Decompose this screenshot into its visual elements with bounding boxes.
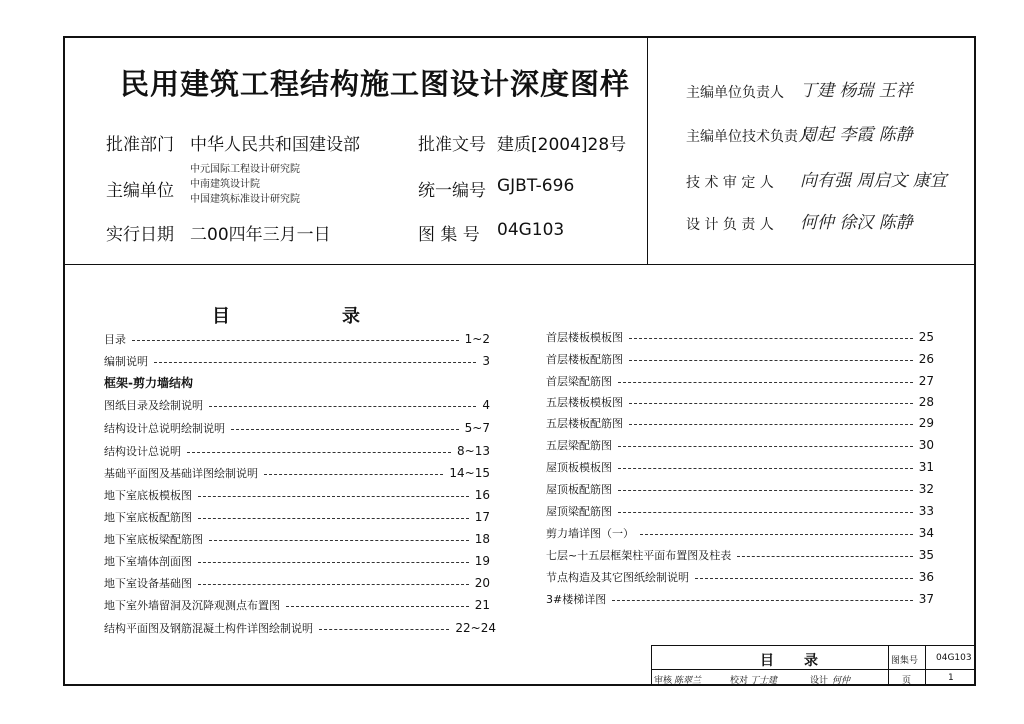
toc-entry-title: 五层楼板配筋图 [546, 417, 623, 430]
approve-doc-value: 建质[2004]28号 [497, 135, 627, 155]
toc-entry[interactable] [546, 480, 934, 498]
toc-leader [612, 600, 913, 601]
sig-label-1: 主编单位负责人 [686, 85, 784, 101]
toc-section-title: 框架-剪力墙结构 [104, 375, 193, 390]
toc-entry[interactable] [104, 619, 496, 637]
toc-leader [618, 468, 913, 469]
toc-entry-title: 五层梁配筋图 [546, 439, 612, 452]
toc-entry-page: 8~13 [457, 444, 490, 458]
toc-entry[interactable] [104, 552, 490, 570]
toc-entry[interactable] [546, 568, 934, 586]
toc-entry[interactable] [546, 414, 934, 432]
toc-leader [737, 556, 913, 557]
date-label: 实行日期 [106, 225, 174, 245]
toc-entry-title: 地下室外墙留洞及沉降观测点布置图 [104, 599, 280, 612]
check-signature: 丁士建 [750, 676, 778, 686]
title-block-name-left: 目 [760, 653, 774, 669]
toc-entry-title: 地下室底板模板图 [104, 489, 192, 502]
approve-dept-label: 批准部门 [106, 135, 174, 155]
toc-entry-title: 地下室底板配筋图 [104, 511, 192, 524]
toc-entry-page: 16 [474, 488, 490, 502]
toc-entry-page: 1~2 [464, 332, 490, 346]
editor-unit-3: 中国建筑标准设计研究院 [190, 194, 300, 205]
toc-entry-title: 五层楼板模板图 [546, 396, 623, 409]
atlas-label: 图 集 号 [418, 225, 480, 245]
toc-entry-page: 33 [918, 504, 934, 518]
design-label: 设计 [810, 676, 829, 686]
toc-entry-title: 屋顶板模板图 [546, 461, 612, 474]
toc-entry-title: 首层楼板模板图 [546, 331, 623, 344]
toc-leader [286, 606, 469, 607]
toc-leader [319, 629, 449, 630]
toc-entry-page: 4 [482, 398, 490, 412]
toc-entry-title: 屋顶梁配筋图 [546, 505, 612, 518]
toc-entry-page: 28 [918, 395, 934, 409]
toc-entry-title: 地下室设备基础图 [104, 577, 192, 590]
toc-entry[interactable] [546, 524, 934, 542]
toc-entry-page: 25 [918, 330, 934, 344]
toc-entry-title: 目录 [104, 333, 126, 346]
toc-entry-page: 34 [918, 526, 934, 540]
toc-leader [629, 403, 913, 404]
toc-leader [198, 518, 469, 519]
toc-leader [198, 584, 469, 585]
signature-3: 向有强 周启文 康宜 [800, 171, 947, 191]
toc-leader [618, 490, 913, 491]
signature-divider [647, 38, 648, 264]
toc-entry-title: 首层梁配筋图 [546, 375, 612, 388]
title-block-name-right: 录 [804, 653, 818, 669]
title-block-page-value: 1 [948, 673, 954, 683]
toc-entry-page: 14~15 [449, 466, 490, 480]
approve-doc-label: 批准文号 [418, 135, 486, 155]
toc-entry-page: 22~24 [455, 621, 496, 635]
date-value: 二00四年三月一日 [190, 225, 331, 245]
atlas-value: 04G103 [497, 220, 565, 240]
editor-unit-1: 中元国际工程设计研究院 [190, 164, 300, 175]
sig-label-4: 设 计 负 责 人 [686, 217, 774, 233]
title-block-atlas-label: 图集号 [891, 656, 919, 666]
review-label: 审核 [654, 676, 673, 686]
toc-entry-page: 19 [474, 554, 490, 568]
toc-leader [209, 406, 476, 407]
toc-entry-page: 35 [918, 548, 934, 562]
toc-leader [629, 338, 913, 339]
toc-entry-title: 图纸目录及绘制说明 [104, 399, 203, 412]
toc-entry[interactable] [546, 502, 934, 520]
toc-leader [154, 362, 476, 363]
toc-entry-page: 17 [474, 510, 490, 524]
toc-entry[interactable] [104, 419, 490, 437]
code-label: 统一编号 [418, 181, 486, 201]
sig-label-2: 主编单位技术负责人 [686, 129, 812, 145]
toc-leader [618, 382, 913, 383]
toc-entry-title: 编制说明 [104, 355, 148, 368]
title-block-atlas-value: 04G103 [936, 653, 972, 663]
editor-unit-2: 中南建筑设计院 [190, 179, 260, 190]
toc-leader [231, 429, 459, 430]
toc-heading-right: 录 [342, 306, 360, 327]
toc-leader [209, 540, 469, 541]
signature-1: 丁建 杨瑞 王祥 [800, 81, 913, 101]
toc-entry[interactable] [104, 464, 490, 482]
toc-entry-title: 3#楼梯详图 [546, 593, 607, 606]
toc-entry-title: 剪力墙详图（一） [546, 527, 634, 540]
toc-entry-page: 32 [918, 482, 934, 496]
toc-entry-page: 31 [918, 460, 934, 474]
toc-entry-page: 21 [474, 598, 490, 612]
header-divider [65, 264, 974, 265]
toc-leader [695, 578, 913, 579]
toc-entry[interactable] [546, 372, 934, 390]
toc-entry[interactable] [546, 328, 934, 346]
toc-entry-title: 首层楼板配筋图 [546, 353, 623, 366]
toc-entry-page: 5~7 [464, 421, 490, 435]
toc-entry-title: 屋顶板配筋图 [546, 483, 612, 496]
toc-entry-page: 20 [474, 576, 490, 590]
toc-entry[interactable] [546, 436, 934, 454]
toc-leader [629, 360, 913, 361]
toc-entry[interactable] [104, 596, 490, 614]
toc-entry[interactable] [104, 352, 490, 370]
page-title: 民用建筑工程结构施工图设计深度图样 [120, 67, 631, 101]
toc-entry[interactable] [104, 508, 490, 526]
toc-entry[interactable] [104, 486, 490, 504]
toc-entry[interactable] [546, 350, 934, 368]
toc-entry[interactable] [546, 546, 934, 564]
toc-entry-title: 结构设计总说明绘制说明 [104, 422, 225, 435]
toc-leader [640, 534, 913, 535]
toc-entry-page: 30 [918, 438, 934, 452]
signature-2: 周起 李霞 陈静 [800, 125, 913, 145]
toc-entry-title: 七层~十五层框架柱平面布置图及柱表 [546, 549, 732, 562]
toc-entry-page: 18 [474, 532, 490, 546]
editor-label: 主编单位 [106, 181, 174, 201]
toc-leader [629, 424, 913, 425]
title-block-page-label: 页 [902, 676, 912, 686]
toc-leader [198, 496, 469, 497]
toc-leader [198, 562, 469, 563]
toc-leader [132, 340, 459, 341]
toc-entry[interactable] [546, 590, 934, 608]
toc-entry-title: 结构设计总说明 [104, 445, 181, 458]
title-block-divider [925, 646, 926, 686]
toc-entry[interactable] [104, 442, 490, 460]
design-signature: 何仲 [832, 676, 851, 686]
toc-entry-page: 36 [918, 570, 934, 584]
toc-entry[interactable] [546, 393, 934, 411]
toc-entry[interactable] [104, 574, 490, 592]
title-block [651, 645, 976, 686]
toc-entry-title: 地下室墙体剖面图 [104, 555, 192, 568]
toc-entry-title: 结构平面图及钢筋混凝土构件详图绘制说明 [104, 622, 313, 635]
toc-entry[interactable] [104, 396, 490, 414]
toc-leader [187, 452, 451, 453]
toc-entry-title: 节点构造及其它图纸绘制说明 [546, 571, 689, 584]
sig-label-3: 技 术 审 定 人 [686, 175, 774, 191]
toc-entry[interactable] [546, 458, 934, 476]
toc-leader [618, 446, 913, 447]
toc-heading-left: 目 [212, 306, 230, 327]
code-value: GJBT-696 [497, 176, 575, 196]
check-label: 校对 [730, 676, 749, 686]
toc-entry-page: 26 [918, 352, 934, 366]
toc-entry[interactable] [104, 530, 490, 548]
toc-leader [264, 474, 443, 475]
toc-entry-page: 37 [918, 592, 934, 606]
toc-entry-page: 27 [918, 374, 934, 388]
toc-entry-title: 地下室底板梁配筋图 [104, 533, 203, 546]
signature-4: 何仲 徐汉 陈静 [800, 213, 913, 233]
toc-entry-title: 基础平面图及基础详图绘制说明 [104, 467, 258, 480]
toc-leader [618, 512, 913, 513]
toc-entry-page: 29 [918, 416, 934, 430]
title-block-divider [888, 646, 889, 686]
toc-section-heading [104, 373, 490, 391]
approve-dept-value: 中华人民共和国建设部 [190, 135, 360, 155]
toc-entry-page: 3 [482, 354, 490, 368]
review-signature: 陈翠兰 [674, 676, 702, 686]
toc-entry[interactable] [104, 330, 490, 348]
